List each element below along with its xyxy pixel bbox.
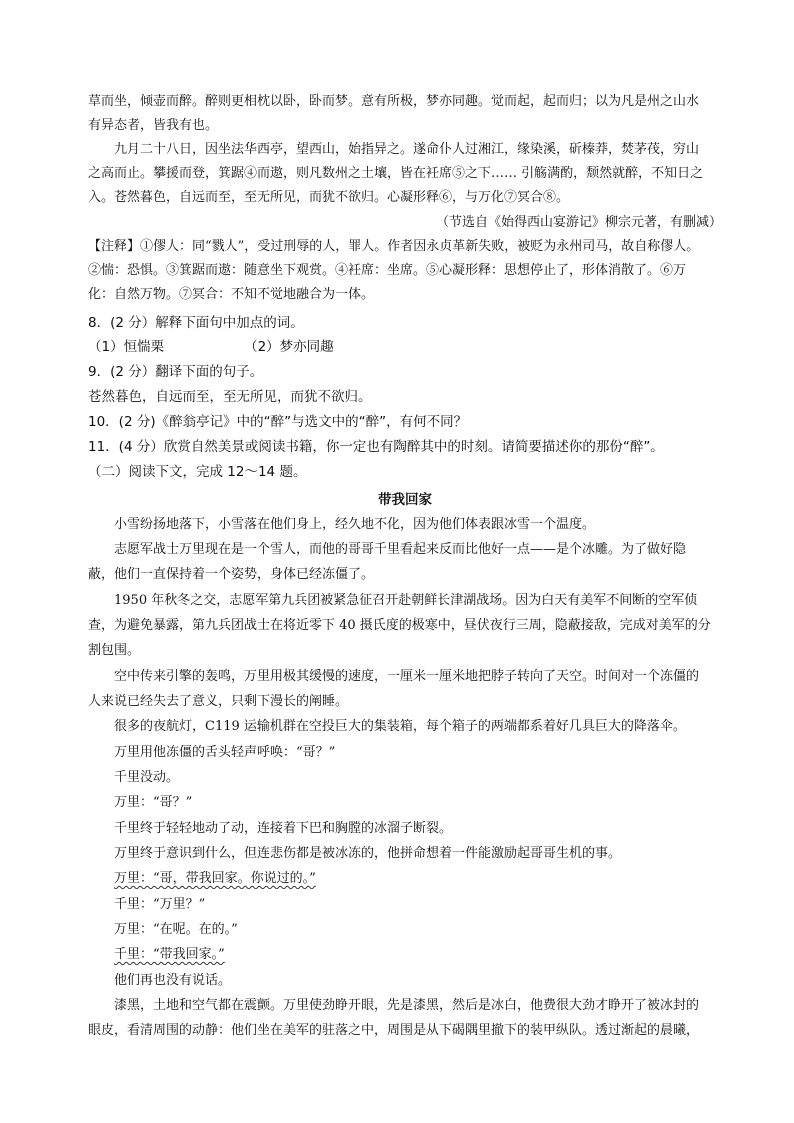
story-paragraph: 空中传来引擎的轰鸣，万里用极其缓慢的速度，一厘米一厘米地把脖子转向了天空。时间对一个冻僵的 bbox=[114, 669, 700, 684]
story-paragraph: 小雪纷扬地落下，小雪落在他们身上，经久地不化，因为他们体表跟冰雪一个温度。 bbox=[114, 517, 596, 532]
annotation-line: ②惴：恐惧。③箕踞而遨：随意坐下观赏。④衽席：坐席。⑤心凝形释：思想停止了，形体消散了。⑥万 bbox=[88, 263, 687, 278]
story-paragraph: 万里终于意识到什么，但连悲伤都是被冰冻的，他拼命想着一件能激励起哥哥生机的事。 bbox=[114, 846, 622, 861]
story-paragraph: 他们再也没有说话。 bbox=[114, 973, 232, 988]
question-9-sentence: 苍然暮色，自远而至，至无所见，而犹不欲归。 bbox=[88, 389, 372, 405]
story-paragraph: 眼皮，看清周围的动静：他们坐在美军的驻落之中，周围是从下碣隅里撤下的装甲纵队。透过渐起的晨曦， bbox=[88, 1023, 700, 1038]
story-dialogue-underlined bbox=[114, 945, 722, 965]
story-paragraph: 志愿军战士万里现在是一个雪人，而他的哥哥千里看起来反而比他好一点——是个冰雕。为了做好隐 bbox=[114, 542, 687, 557]
question-9: 9．(2 分）翻译下面的句子。 bbox=[88, 364, 264, 380]
question-8: 8．(2 分）解释下面句中加点的词。 bbox=[88, 315, 304, 331]
story-dialogue-underlined bbox=[114, 869, 722, 889]
classical-text-line: 入。苍然暮色，自远而至，至无所见，而犹不欲归。心凝形释⑥，与万化⑦冥合⑧。 bbox=[88, 190, 570, 205]
story-title: 带我回家 bbox=[378, 492, 432, 508]
classical-text-line: 之高而止。攀援而登，箕踞④而遨，则凡数州之土壤，皆在衽席⑤之下…… 引觞满酌，颓然就醉，不知日之 bbox=[88, 166, 704, 181]
story-paragraph: 千里：“万里？” bbox=[114, 897, 206, 912]
question-10: 10．(2 分)《醉翁亭记》中的“醉”与选文中的“醉”，有何不同？ bbox=[88, 414, 468, 430]
story-paragraph: 漆黑，土地和空气都在震颤。万里使劲睁开眼，先是漆黑，然后是冰白，他费很大劲才睁开了被冰封的 bbox=[114, 998, 700, 1013]
story-paragraph: 千里没动。 bbox=[114, 770, 180, 785]
story-paragraph: 万里用他冻僵的舌头轻声呼唤：“哥？” bbox=[114, 745, 336, 760]
wavy-underlined-text: 千里：“带我回家。” bbox=[114, 947, 225, 962]
story-paragraph: 万里：“在呢。在的。” bbox=[114, 922, 238, 937]
classical-text-line: 九月二十八日，因坐法华西亭，望西山，始指异之。遂命仆人过湘江，缘染溪，斫榛莽，焚茅茷，穷山 bbox=[114, 142, 700, 157]
story-paragraph: 查，为避免暴露，第九兵团战士在将近零下 40 摄氏度的极寒中，昼伏夜行三周，隐蔽接敌，完成对美军的分 bbox=[88, 618, 711, 633]
story-paragraph: 蔽，他们一直保持着一个姿势，身体已经冻僵了。 bbox=[88, 567, 375, 582]
question-8-item-2: （2）梦亦同趣 bbox=[244, 339, 334, 355]
source-citation: （节选自《始得西山宴游记》柳宗元著，有删减） bbox=[435, 215, 722, 230]
classical-text-line: 有异态者，皆我有也。 bbox=[88, 118, 219, 133]
story-paragraph: 万里：“哥？” bbox=[114, 795, 193, 810]
story-paragraph: 千里终于轻轻地动了动，连接着下巴和胸膛的冰溜子断裂。 bbox=[114, 821, 453, 836]
story-paragraph: 1950 年秋冬之交，志愿军第九兵团被紧急征召开赴朝鲜长津湖战场。因为白天有美军不间断的空军侦 bbox=[114, 593, 698, 608]
classical-text-line: 草而坐，倾壶而醉。醉则更相枕以卧，卧而梦。意有所极，梦亦同趣。觉而起，起而归；以为凡是州之山水 bbox=[88, 94, 700, 109]
question-8-items bbox=[88, 337, 722, 357]
question-11: 11．(4 分）欣赏自然美景或阅读书籍，你一定也有陶醉其中的时刻。请简要描述你的那份“醉”。 bbox=[88, 439, 664, 455]
story-paragraph: 人来说已经失去了意义，只剩下漫长的阐睡。 bbox=[88, 694, 349, 709]
question-8-item-1: （1）恒惴栗 bbox=[88, 339, 165, 355]
wavy-underlined-text: 万里：“哥，带我回家。你说过的。” bbox=[114, 871, 316, 886]
annotation-line: 化：自然万物。⑦冥合：不知不觉地融合为一体。 bbox=[88, 287, 375, 302]
story-paragraph: 很多的夜航灯，C119 运输机群在空投巨大的集装箱，每个箱子的两端都系着好几具巨大的降落伞。 bbox=[114, 719, 686, 734]
annotation-line: 【注释】①僇人：同“戮人”，受过刑辱的人，罪人。作者因永贞革新失败，被贬为永州司马，故自称僇人。 bbox=[88, 239, 700, 254]
story-paragraph: 割包围。 bbox=[88, 643, 141, 658]
section-heading: （二）阅读下文，完成 12～14 题。 bbox=[88, 464, 307, 480]
